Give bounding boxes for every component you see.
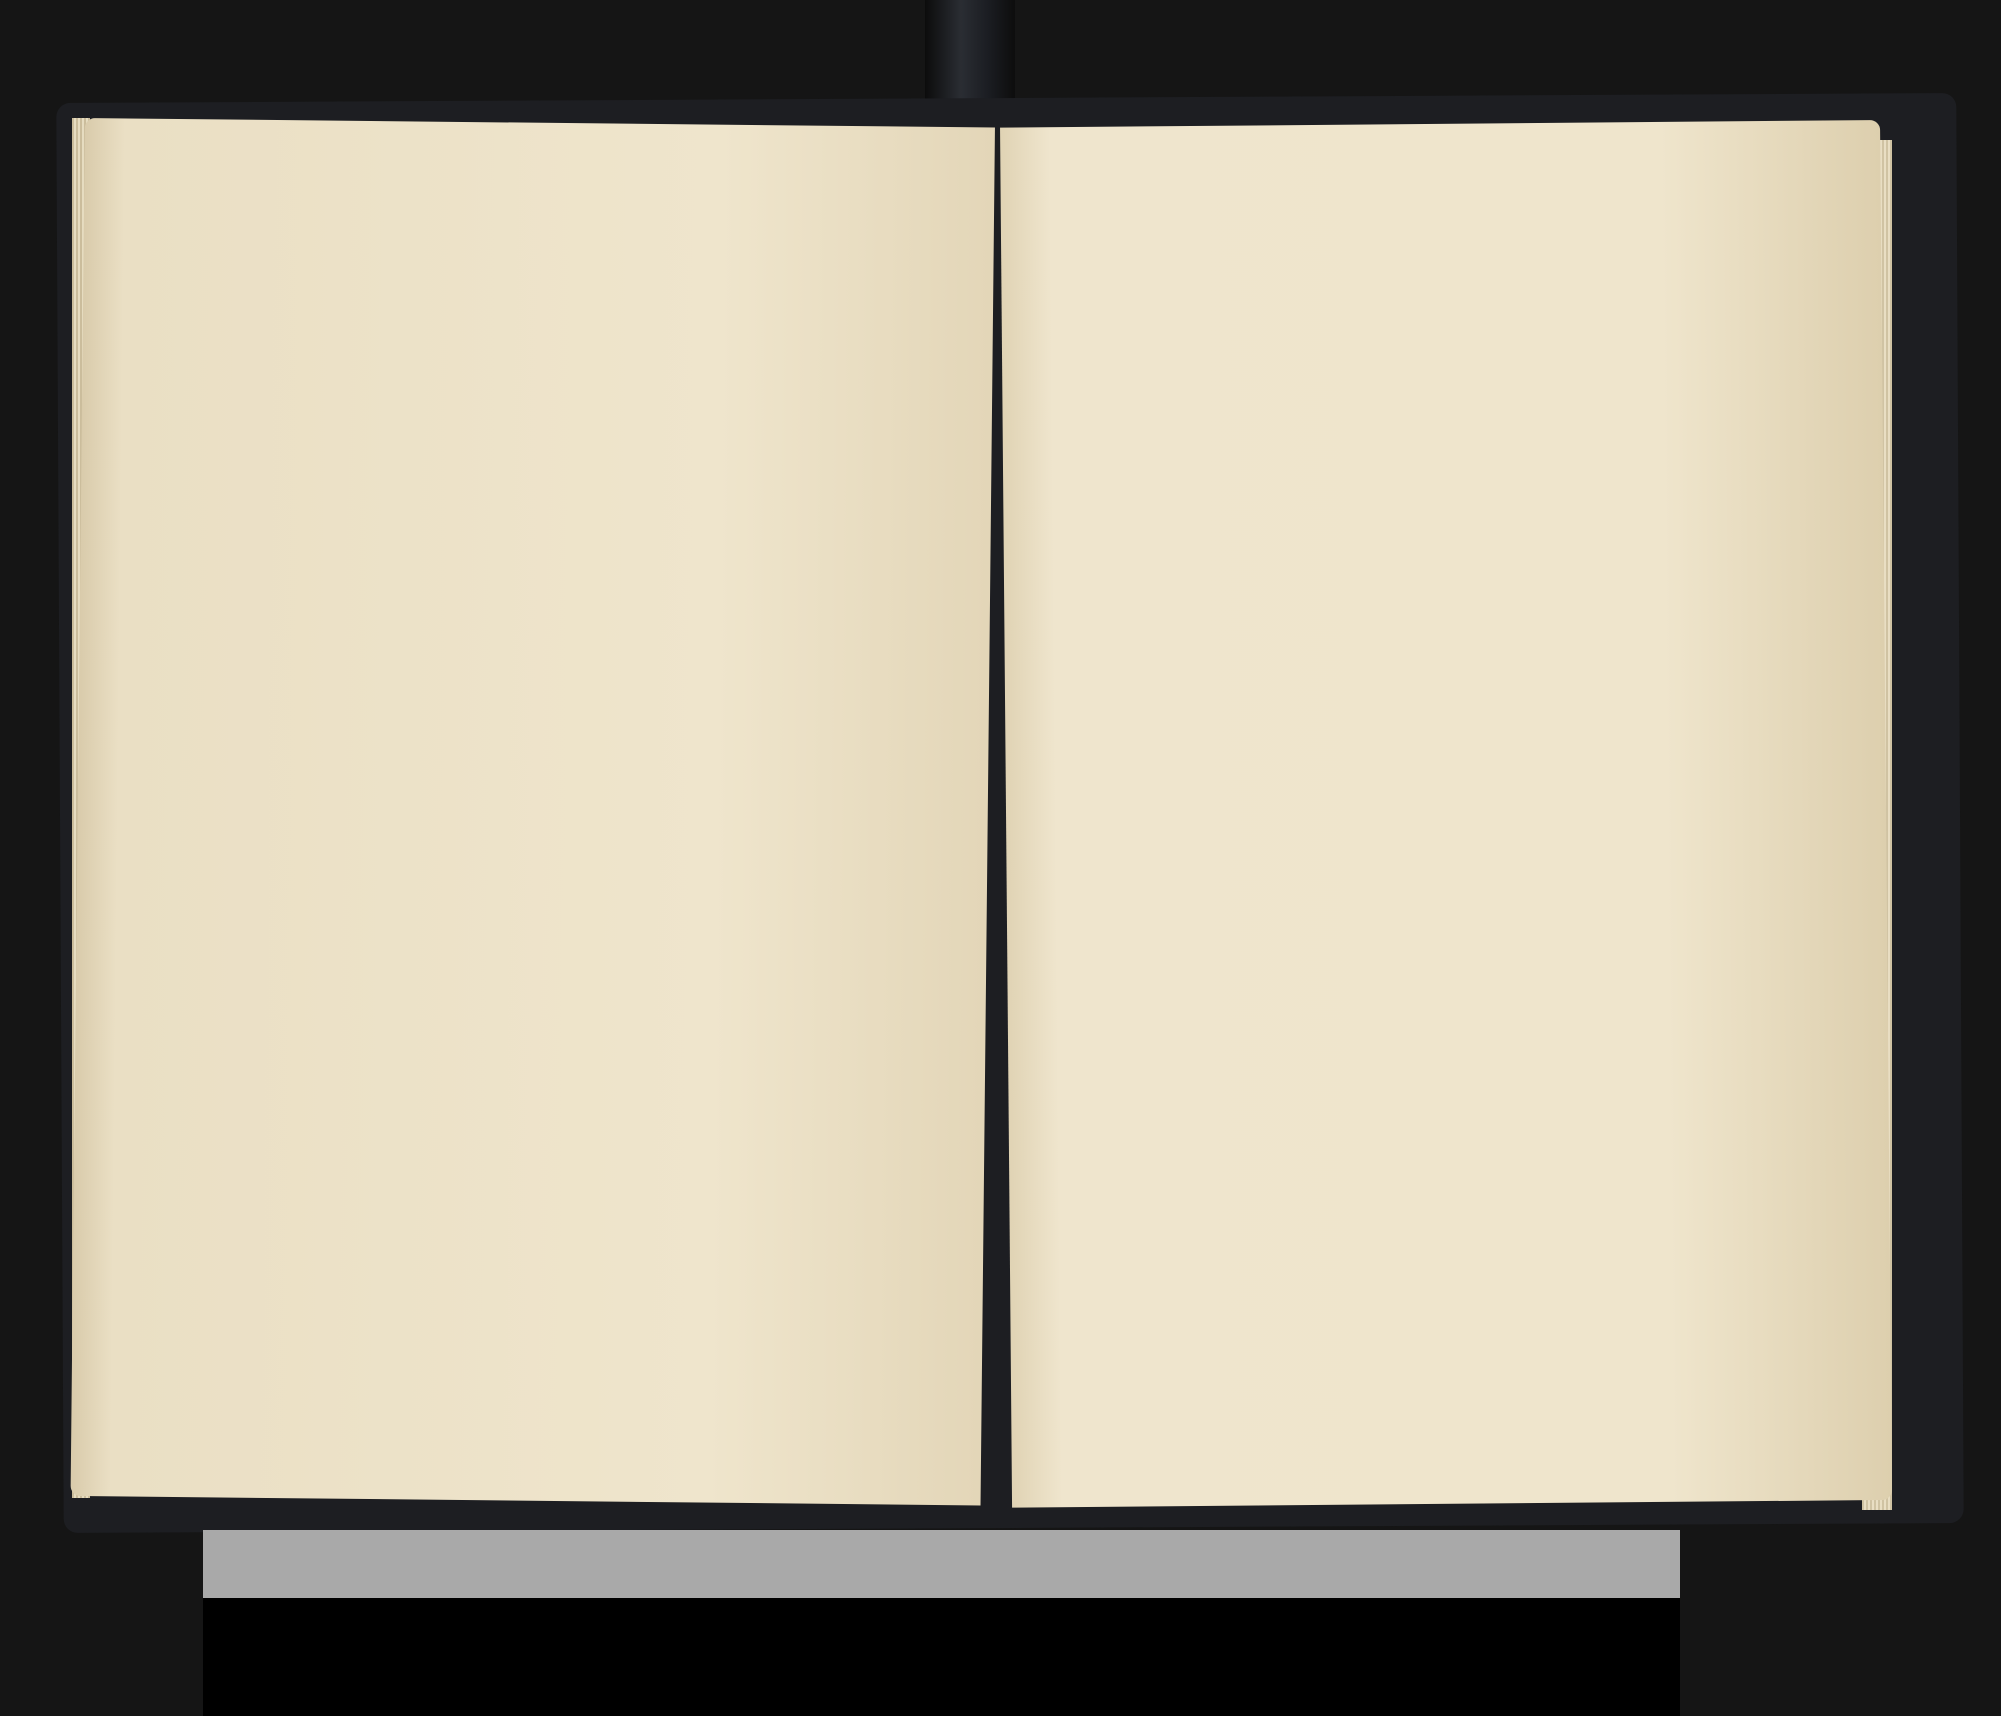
- left-page: [71, 118, 995, 1505]
- body-text: [1094, 307, 1726, 313]
- right-page: [1000, 120, 1892, 1508]
- ruler-scale: [203, 1530, 1680, 1598]
- body-text: [275, 298, 905, 305]
- scale-ruler: [203, 1530, 1680, 1716]
